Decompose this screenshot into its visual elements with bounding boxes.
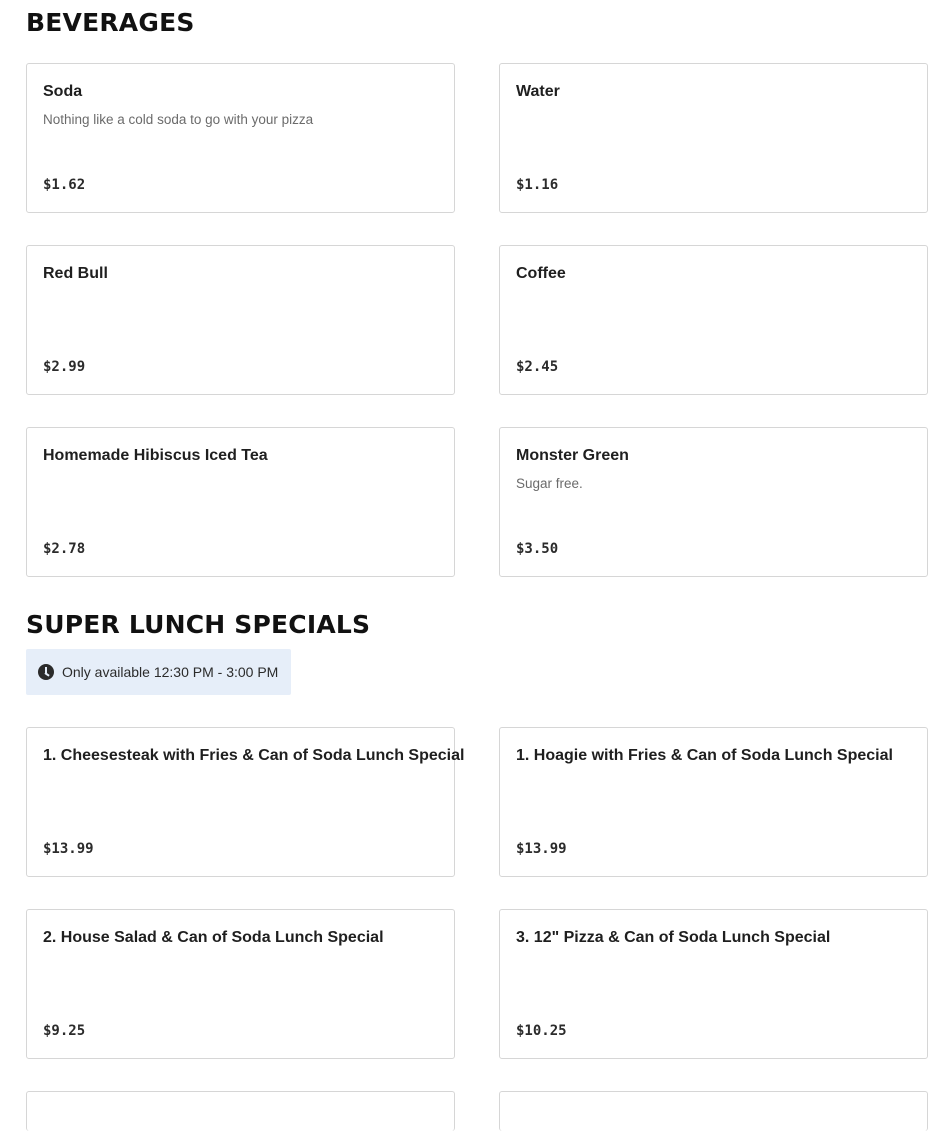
menu-item-price: $1.16: [516, 177, 559, 193]
menu-item-card[interactable]: [499, 63, 928, 213]
section-title-lunch-specials: SUPER LUNCH SPECIALS: [26, 610, 371, 639]
menu-item-name: Red Bull: [43, 265, 108, 282]
menu-item-price: $13.99: [516, 841, 567, 857]
beverages-grid: [26, 63, 928, 577]
menu-item-name: Monster Green: [516, 447, 629, 464]
menu-item-card[interactable]: [499, 1091, 928, 1131]
menu-item-name: 2. House Salad & Can of Soda Lunch Special: [43, 929, 384, 946]
menu-item-price: $2.78: [43, 541, 86, 557]
clock-icon: [38, 664, 54, 680]
menu-item-description: Sugar free.: [516, 476, 583, 491]
availability-banner: [26, 649, 291, 695]
availability-text: Only available 12:30 PM - 3:00 PM: [62, 664, 279, 680]
menu-item-name: Homemade Hibiscus Iced Tea: [43, 447, 268, 464]
menu-item-name: Coffee: [516, 265, 566, 282]
menu-item-description: Nothing like a cold soda to go with your pizza: [43, 112, 314, 127]
menu-item-card[interactable]: [499, 727, 928, 877]
menu-item-price: $9.25: [43, 1023, 86, 1039]
menu-item-card[interactable]: [26, 63, 455, 213]
menu-item-price: $2.99: [43, 359, 86, 375]
menu-item-name: Water: [516, 83, 560, 100]
menu-item-card[interactable]: [499, 245, 928, 395]
menu-item-price: $2.45: [516, 359, 559, 375]
menu-item-price: $3.50: [516, 541, 559, 557]
menu-item-name: Soda: [43, 83, 83, 100]
menu-item-name: 3. 12" Pizza & Can of Soda Lunch Special: [516, 929, 831, 946]
lunch-specials-grid: [26, 727, 928, 1131]
menu-item-price: $10.25: [516, 1023, 567, 1039]
menu-item-price: $1.62: [43, 177, 86, 193]
menu-item-card[interactable]: [26, 727, 465, 877]
menu-item-card[interactable]: [26, 427, 455, 577]
menu-item-name: 1. Cheesesteak with Fries & Can of Soda Lunch Special: [43, 747, 465, 764]
section-title-beverages: BEVERAGES: [26, 8, 195, 37]
menu-item-card[interactable]: [26, 245, 455, 395]
menu-item-card[interactable]: [26, 1091, 455, 1131]
menu-item-name: 1. Hoagie with Fries & Can of Soda Lunch Special: [516, 747, 893, 764]
menu-item-price: $13.99: [43, 841, 94, 857]
menu-item-card[interactable]: [26, 909, 455, 1059]
menu-item-card[interactable]: [499, 427, 928, 577]
menu-item-card[interactable]: [499, 909, 928, 1059]
